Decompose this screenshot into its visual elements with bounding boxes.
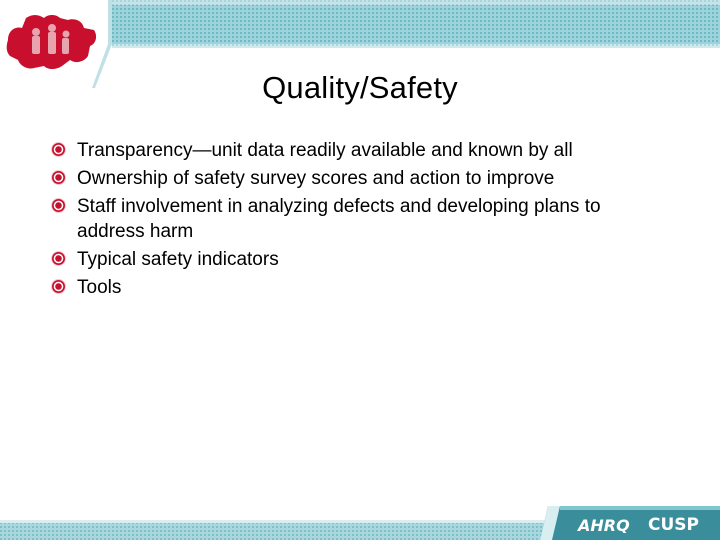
- bullet-text: Typical safety indicators: [77, 249, 279, 270]
- bullet-text: Ownership of safety survey scores and action to improve: [77, 168, 555, 189]
- bullet-item: [50, 166, 650, 191]
- bullet-item: [50, 138, 650, 163]
- red-ring-bullet-icon: [52, 143, 65, 156]
- bullet-list: [50, 138, 650, 303]
- bullet-item: [50, 247, 650, 272]
- red-ring-bullet-icon: [52, 280, 65, 293]
- cusp-logo-text: CUSP: [648, 515, 699, 535]
- red-ring-bullet-icon: [52, 252, 65, 265]
- bullet-text: Staff involvement in analyzing defects and developing plans to address harm: [77, 196, 601, 242]
- bullet-text: Tools: [77, 277, 122, 298]
- red-ring-bullet-icon: [52, 171, 65, 184]
- bullet-text: Transparency—unit data readily available and known by all: [77, 140, 573, 161]
- bullet-item: [50, 194, 650, 244]
- bullet-item: [50, 275, 650, 300]
- puzzle-piece-people-logo: [4, 10, 98, 74]
- ahrq-logo-text: AHRQ: [578, 516, 630, 535]
- red-ring-bullet-icon: [52, 199, 65, 212]
- slide-title: Quality/Safety: [262, 70, 458, 105]
